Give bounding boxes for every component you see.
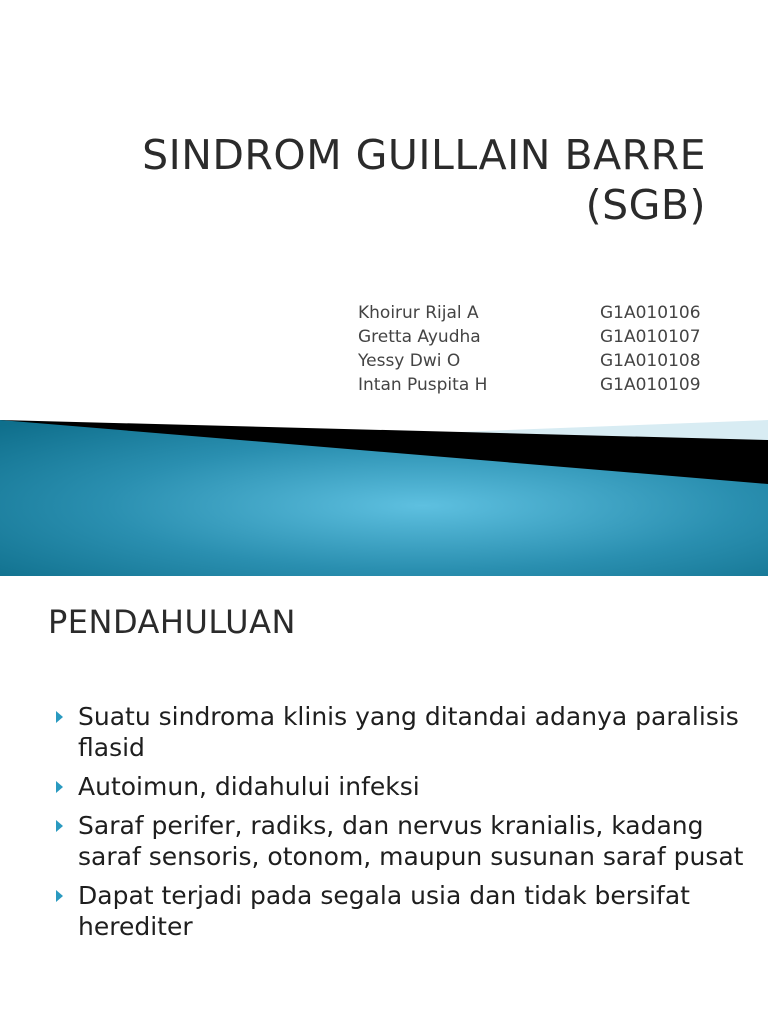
slide-title bbox=[46, 130, 706, 230]
author-id: G1A010109 bbox=[600, 375, 701, 395]
author-row bbox=[358, 325, 718, 349]
title-line-2: (SGB) bbox=[585, 181, 706, 229]
author-id: G1A010106 bbox=[600, 303, 701, 323]
decorative-swoosh bbox=[0, 410, 768, 576]
bullet-text: Dapat terjadi pada segala usia dan tidak bersifat herediter bbox=[78, 881, 690, 941]
triangle-bullet-icon bbox=[56, 781, 63, 793]
bullet-item bbox=[56, 810, 746, 872]
author-list bbox=[358, 301, 718, 397]
triangle-bullet-icon bbox=[56, 820, 63, 832]
author-name: Khoirur Rijal A bbox=[358, 303, 479, 323]
bullet-item bbox=[56, 701, 746, 763]
triangle-bullet-icon bbox=[56, 890, 63, 902]
bullet-item bbox=[56, 880, 746, 942]
author-row bbox=[358, 349, 718, 373]
author-row bbox=[358, 373, 718, 397]
author-id: G1A010108 bbox=[600, 351, 701, 371]
bullet-text: Saraf perifer, radiks, dan nervus kranialis, kadang saraf sensoris, otonom, maupun susunan saraf pusat bbox=[78, 811, 744, 871]
title-line-1: SINDROM GUILLAIN BARRE bbox=[142, 131, 706, 179]
author-name: Intan Puspita H bbox=[358, 375, 488, 395]
author-row bbox=[358, 301, 718, 325]
bullet-text: Autoimun, didahului infeksi bbox=[78, 772, 420, 801]
triangle-bullet-icon bbox=[56, 711, 63, 723]
author-id: G1A010107 bbox=[600, 327, 701, 347]
bullet-item bbox=[56, 771, 746, 802]
bullet-text: Suatu sindroma klinis yang ditandai adanya paralisis flasid bbox=[78, 702, 739, 762]
content-slide bbox=[0, 576, 768, 1024]
bullet-list bbox=[56, 701, 746, 950]
author-name: Gretta Ayudha bbox=[358, 327, 481, 347]
slide-heading: PENDAHULUAN bbox=[48, 603, 296, 641]
author-name: Yessy Dwi O bbox=[358, 351, 461, 371]
